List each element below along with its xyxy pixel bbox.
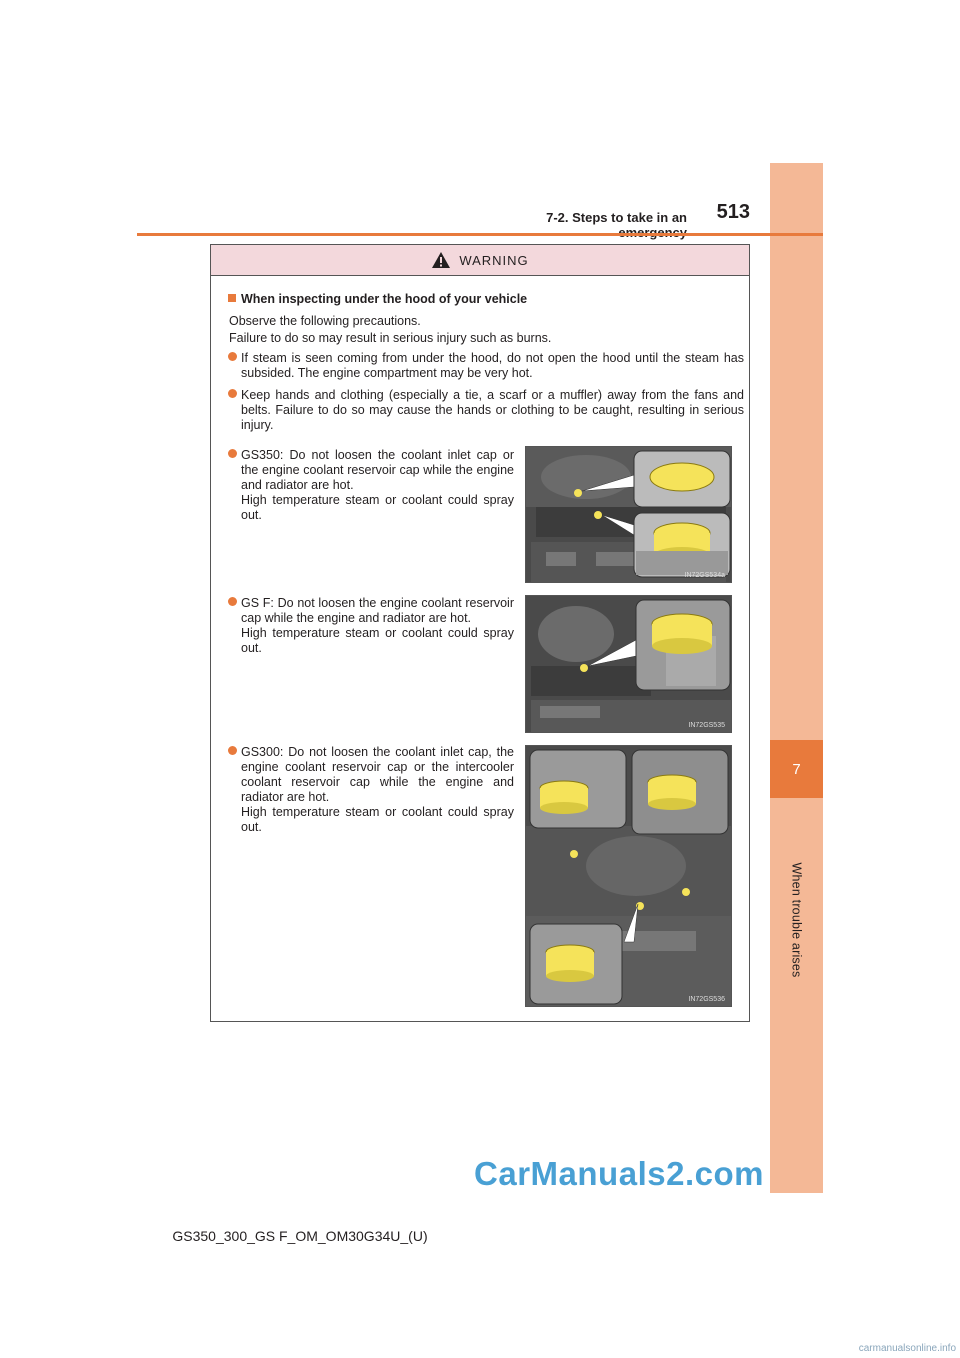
chapter-title-text: When trouble arises <box>789 862 803 978</box>
warning-heading-text: When inspecting under the hood of your vehicle <box>241 292 528 306</box>
bullet-text: If steam is seen coming from under the hood, do not open the hood until the steam has subsided. The engine compartment may be very hot. <box>241 351 744 380</box>
intro-line: Failure to do so may result in serious injury such as burns. <box>229 331 552 345</box>
figure-gs350-engine <box>525 446 732 583</box>
model-item-gs300 <box>228 745 514 835</box>
figure-code: IN72GS535 <box>688 722 725 729</box>
figure-code: IN72GS534a <box>684 572 725 579</box>
model-item-text: High temperature steam or coolant could spray out. <box>241 805 514 834</box>
bullet-item <box>228 351 744 381</box>
model-item-text: GS F: Do not loosen the engine coolant reservoir cap while the engine and radiator are hot. <box>241 596 514 625</box>
model-item-text: High temperature steam or coolant could spray out. <box>241 493 514 522</box>
model-code: GS350_300_GS F_OM_OM30G34U_(U) <box>172 1228 428 1244</box>
warning-box <box>210 244 750 1022</box>
model-item-gs350 <box>228 448 514 523</box>
chapter-number: 7 <box>770 740 823 798</box>
model-item-gsf <box>228 596 514 656</box>
warning-heading <box>228 292 527 306</box>
header-rule <box>137 233 823 236</box>
watermark-logo: CarManuals2.com <box>474 1155 764 1192</box>
bullet-dot-icon <box>228 449 237 458</box>
figure-code: IN72GS536 <box>688 996 725 1003</box>
chapter-title <box>771 860 821 980</box>
bullet-dot-icon <box>228 352 237 361</box>
figure-gs300-engine <box>525 745 732 1007</box>
bullet-dot-icon <box>228 389 237 398</box>
bullet-dot-icon <box>228 746 237 755</box>
square-bullet-icon <box>228 294 236 302</box>
bullet-text: Keep hands and clothing (especially a tie, a scarf or a muffler) away from the fans and belts. Failure to do so may cause the hands or clothing to be caught, resulting in serious injury. <box>241 388 744 432</box>
bullet-item <box>228 388 744 433</box>
bullet-dot-icon <box>228 597 237 606</box>
section-title: 7-2. Steps to take in an <box>546 210 687 225</box>
watermark-text: carmanualsonline.info <box>858 1343 956 1354</box>
model-item-text: GS350: Do not loosen the coolant inlet cap or the engine coolant reservoir cap while the engine and radiator are hot. <box>241 448 514 492</box>
warning-label: WARNING <box>459 252 529 268</box>
model-item-text: GS300: Do not loosen the coolant inlet cap, the engine coolant reservoir cap or the intercooler coolant reservoir cap while the engine and radiator are hot. <box>241 745 514 804</box>
intro-line: Observe the following precautions. <box>229 314 421 328</box>
page-number: 513 <box>716 201 750 223</box>
chapter-side-tab <box>770 163 823 1193</box>
figure-gsf-engine <box>525 595 732 733</box>
warning-header <box>211 245 749 276</box>
warning-triangle-icon <box>431 251 451 269</box>
model-item-text: High temperature steam or coolant could spray out. <box>241 626 514 655</box>
warning-intro <box>228 313 551 347</box>
